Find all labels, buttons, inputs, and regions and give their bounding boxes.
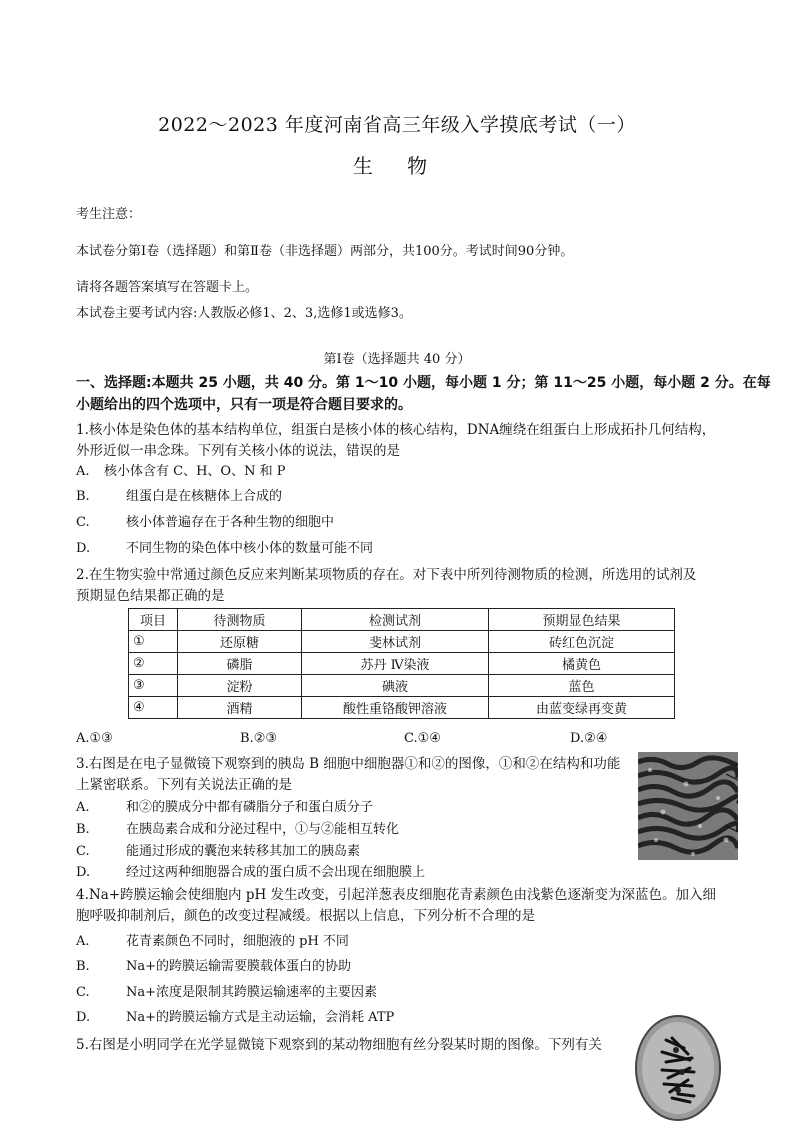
option-text: Na+的跨膜运输需要膜载体蛋白的协助	[126, 959, 352, 974]
table-cell: 淀粉	[178, 675, 302, 697]
q4-option-b	[76, 955, 351, 974]
option-text: 核小体普遍存在于各种生物的细胞中	[126, 515, 335, 530]
q1-option-a	[76, 460, 285, 479]
option-label: B.	[76, 822, 90, 837]
table-header-cell: 预期显色结果	[489, 609, 675, 631]
option-label: B.	[76, 489, 90, 504]
option-label: C.	[76, 844, 90, 859]
q3-option-b	[76, 818, 399, 837]
option-text: ②④	[584, 731, 608, 746]
option-label: B.	[240, 731, 254, 746]
table-cell: 酸性重铬酸钾溶液	[302, 697, 489, 719]
q3-option-a	[76, 796, 373, 815]
table-row	[129, 631, 675, 653]
option-text: ①③	[89, 731, 113, 746]
option-label: D.	[570, 731, 585, 746]
option-label: C.	[404, 731, 418, 746]
table-cell: 蓝色	[489, 675, 675, 697]
q3-stem-line-2: 上紧密联系。下列有关说法正确的是	[76, 777, 292, 793]
q1-option-d	[76, 537, 373, 556]
notice-line-1: 本试卷分第Ⅰ卷（选择题）和第Ⅱ卷（非选择题）两部分，共100分。考试时间90分钟。	[76, 244, 574, 259]
option-label: B.	[76, 959, 90, 974]
option-text: 在胰岛素合成和分泌过程中，①与②能相互转化	[126, 822, 400, 837]
table-header-cell: 项目	[129, 609, 178, 631]
table-cell: 苏丹 Ⅳ染液	[302, 653, 489, 675]
mitosis-cell-image	[632, 1010, 724, 1123]
section-instruction-1: 一、选择题:本题共 25 小题，共 40 分。第 1～10 小题，每小题 1 分；第 11～25 小题，每小题 2 分。在每	[76, 375, 771, 391]
option-text: ①④	[417, 731, 441, 746]
option-label: A.	[76, 464, 90, 479]
option-text: ②③	[253, 731, 277, 746]
q2-stem-line-1: 2.在生物实验中常通过颜色反应来判断某项物质的存在。对下表中所列待测物质的检测，所选用的试剂及	[76, 567, 697, 583]
q3-option-c	[76, 840, 360, 859]
q2-option-b	[240, 731, 277, 746]
table-cell: 斐林试剂	[302, 631, 489, 653]
option-label: A.	[76, 934, 90, 949]
q2-option-c	[404, 731, 441, 746]
option-label: D.	[76, 865, 91, 880]
q4-option-d	[76, 1006, 394, 1025]
option-text: 核小体含有 C、H、O、N 和 P	[104, 464, 286, 479]
section-heading: 第Ⅰ卷（选择题共 40 分）	[323, 352, 471, 367]
table-cell: ②	[129, 653, 178, 675]
q3-option-d	[76, 861, 425, 880]
q1-option-b	[76, 485, 282, 504]
option-label: C.	[76, 515, 90, 530]
q1-option-c	[76, 511, 334, 530]
table-row	[129, 697, 675, 719]
notice-line-2: 请将各题答案填写在答题卡上。	[76, 280, 259, 295]
section-instruction-2: 小题给出的四个选项中，只有一项是符合题目要求的。	[76, 397, 412, 413]
option-text: Na+的跨膜运输方式是主动运输，会消耗 ATP	[126, 1010, 395, 1025]
table-cell: ①	[129, 631, 178, 653]
table-cell: 橘黄色	[489, 653, 675, 675]
q2-option-d	[570, 731, 607, 746]
table-header-cell: 待测物质	[178, 609, 302, 631]
table-header-cell: 检测试剂	[302, 609, 489, 631]
exam-title: 2022～2023 年度河南省高三年级入学摸底考试（一）	[158, 114, 636, 136]
q2-stem-line-2: 预期显色结果都正确的是	[76, 588, 225, 604]
organelle-micrograph-image	[638, 752, 738, 860]
option-text: 能通过形成的囊泡来转移其加工的胰岛素	[126, 844, 361, 859]
table-row	[129, 675, 675, 697]
q3-stem-line-1: 3.右图是在电子显微镜下观察到的胰岛 B 细胞中细胞器①和②的图像，①和②在结构和功能	[76, 756, 621, 772]
option-text: 花青素颜色不同时，细胞液的 pH 不同	[126, 934, 349, 949]
table-cell: 磷脂	[178, 653, 302, 675]
table-cell: 碘液	[302, 675, 489, 697]
table-header-row	[129, 609, 675, 631]
q2-option-a	[76, 731, 113, 746]
q4-option-c	[76, 981, 377, 1000]
q5-stem-line-1: 5.右图是小明同学在光学显微镜下观察到的某动物细胞有丝分裂某时期的图像。下列有关	[76, 1037, 602, 1053]
table-cell: ③	[129, 675, 178, 697]
table-cell: 还原糖	[178, 631, 302, 653]
option-label: D.	[76, 541, 91, 556]
table-cell: 酒精	[178, 697, 302, 719]
q4-stem-line-2: 胞呼吸抑制剂后，颜色的改变过程减缓。根据以上信息，下列分析不合理的是	[76, 908, 535, 924]
option-label: C.	[76, 985, 90, 1000]
table-row	[129, 653, 675, 675]
q1-stem-line-2: 外形近似一串念珠。下列有关核小体的说法，错误的是	[76, 443, 400, 459]
table-cell: 砖红色沉淀	[489, 631, 675, 653]
option-label: A.	[76, 800, 90, 815]
notice-heading: 考生注意：	[76, 207, 142, 222]
table-cell: ④	[129, 697, 178, 719]
option-text: 不同生物的染色体中核小体的数量可能不同	[126, 541, 374, 556]
option-label: A.	[76, 731, 90, 746]
option-label: D.	[76, 1010, 91, 1025]
notice-line-3: 本试卷主要考试内容:人教版必修1、2、3,选修1或选修3。	[76, 306, 412, 321]
q4-option-a	[76, 930, 349, 949]
q4-stem-line-1: 4.Na+跨膜运输会使细胞内 pH 发生改变，引起洋葱表皮细胞花青素颜色由浅紫色逐渐变为深蓝色。加入细	[76, 887, 717, 903]
q1-stem-line-1: 1.核小体是染色体的基本结构单位，组蛋白是核小体的核心结构，DNA缠绕在组蛋白上形成拓扑几何结构，	[76, 422, 716, 438]
table-cell: 由蓝变绿再变黄	[489, 697, 675, 719]
option-text: 组蛋白是在核糖体上合成的	[126, 489, 283, 504]
option-text: Na+浓度是限制其跨膜运输速率的主要因素	[126, 985, 378, 1000]
option-text: 经过这两种细胞器合成的蛋白质不会出现在细胞膜上	[126, 865, 426, 880]
option-text: 和②的膜成分中都有磷脂分子和蛋白质分子	[126, 800, 374, 815]
exam-subject: 生 物	[352, 154, 442, 178]
reagent-table	[128, 608, 675, 719]
